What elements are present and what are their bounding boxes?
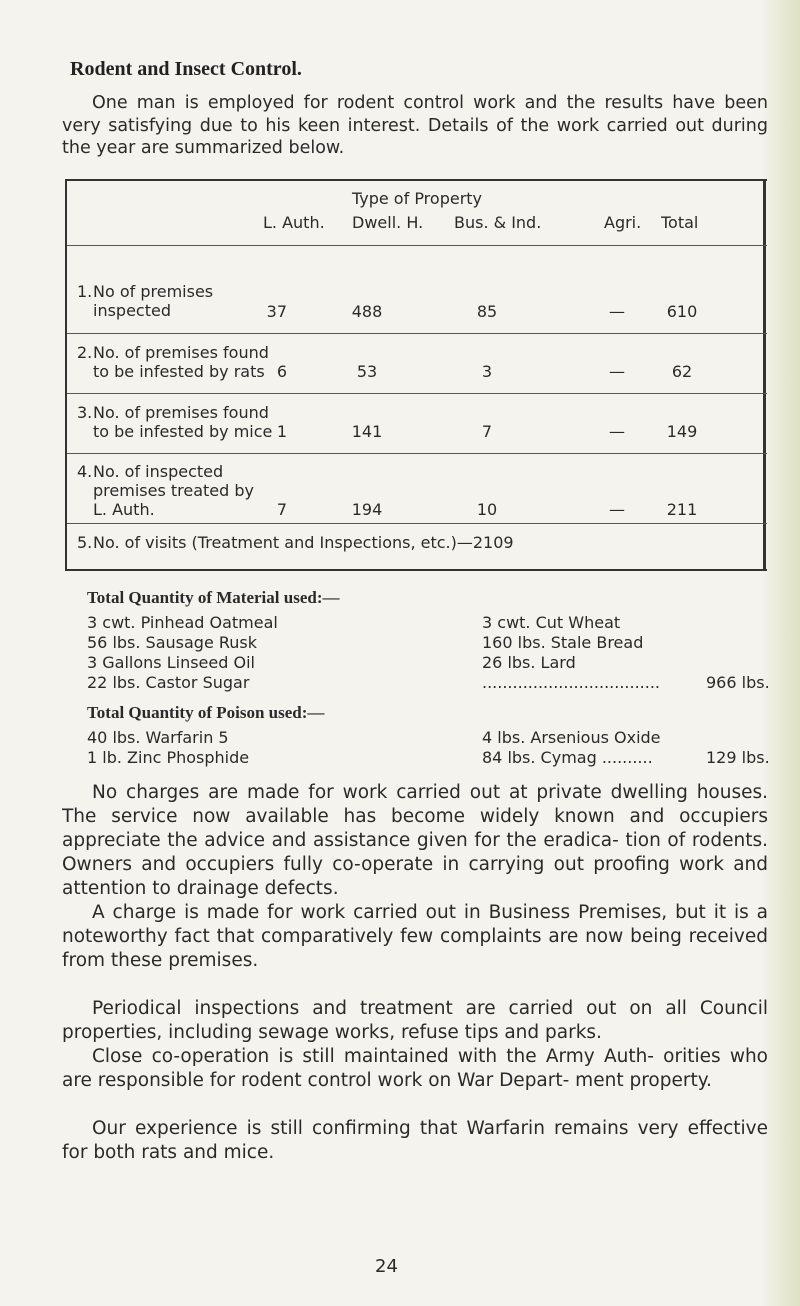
page-edge xyxy=(762,0,800,1306)
col-header-l-auth: L. Auth. xyxy=(263,213,325,232)
charges-paragraph xyxy=(62,781,768,901)
table-cell: 10 xyxy=(476,500,498,519)
material-left-list xyxy=(87,613,278,693)
table-cell: 37 xyxy=(266,302,287,321)
table-divider xyxy=(67,245,767,246)
col-header-agri: Agri. xyxy=(604,213,642,232)
material-total: 966 lbs. xyxy=(706,673,770,692)
row-label-line: No of premises xyxy=(93,282,214,301)
table-divider xyxy=(67,333,767,334)
paragraph-text: No charges are made for work carried out at private dwelling houses. The service now available has become widely known and occupiers appreciate the advice and assistance given for the eradica- tion of rodents. Owners and occupiers fully co-operate in carrying out proofing work and attention to drainage defects. xyxy=(62,782,768,899)
section-heading: Rodent and Insect Control. xyxy=(70,58,302,80)
table-cell: 149 xyxy=(666,422,698,441)
row-number: 2. xyxy=(77,343,93,362)
material-item: 56 lbs. Sausage Rusk xyxy=(87,633,258,652)
row-number: 3. xyxy=(77,403,93,422)
table-cell: 53 xyxy=(356,362,378,381)
army-paragraph xyxy=(62,1045,768,1093)
row-label-line: to be infested by mice xyxy=(93,422,273,441)
table-right-rule xyxy=(763,181,766,569)
material-total-leader xyxy=(482,673,696,692)
row-label xyxy=(77,282,213,320)
table-cell: 141 xyxy=(351,422,383,441)
row-number: 1. xyxy=(77,282,93,301)
material-right-list xyxy=(482,613,643,673)
poison-right-list xyxy=(482,728,661,768)
row-number: 4. xyxy=(77,462,93,481)
material-item: 160 lbs. Stale Bread xyxy=(482,633,644,652)
intro-text: One man is employed for rodent control work and the results have been very satisfying due to his keen interest. Details of the work carried out during the year are summarized below. xyxy=(62,93,768,158)
material-item: 3 cwt. Cut Wheat xyxy=(482,613,621,632)
table-cell: 1 xyxy=(276,422,287,441)
poison-left-list xyxy=(87,728,249,768)
intro-paragraph xyxy=(62,92,768,160)
row-label-line: inspected xyxy=(93,301,171,320)
row-label-line: premises treated by xyxy=(93,481,254,500)
table-cell: — xyxy=(609,500,625,519)
table-cell: 62 xyxy=(671,362,693,381)
row-label-line: L. Auth. xyxy=(93,500,155,519)
poison-item: 84 lbs. Cymag .......... xyxy=(482,748,653,767)
material-item: 3 Gallons Linseed Oil xyxy=(87,653,255,672)
paragraph-text: Our experience is still confirming that Warfarin remains very effective for both rats and mice. xyxy=(62,1118,768,1163)
col-header-total: Total xyxy=(661,213,699,232)
poison-item: 1 lb. Zinc Phosphide xyxy=(87,748,250,767)
table-cell: 194 xyxy=(351,500,383,519)
visits-text: No. of visits (Treatment and Inspections, etc.)—2109 xyxy=(93,533,514,552)
table-cell: 85 xyxy=(476,302,498,321)
row-label-line: No. of inspected xyxy=(93,462,224,481)
table-cell: 488 xyxy=(351,302,383,321)
table-cell: — xyxy=(609,422,625,441)
paragraph-text: A charge is made for work carried out in Business Premises, but it is a noteworthy fact that comparatively few complaints are now being received from these premises. xyxy=(62,902,768,971)
material-heading: Total Quantity of Material used:— xyxy=(87,588,340,607)
poison-heading: Total Quantity of Poison used:— xyxy=(87,703,325,722)
paragraph-text: Periodical inspections and treatment are carried out on all Council properties, including sewage works, refuse tips and parks. xyxy=(62,998,768,1043)
table-divider xyxy=(67,523,767,524)
table-cell: 6 xyxy=(276,362,287,381)
poison-item: 4 lbs. Arsenious Oxide xyxy=(482,728,661,747)
table-group-header: Type of Property xyxy=(351,189,483,208)
poison-item: 40 lbs. Warfarin 5 xyxy=(87,728,229,747)
row-number: 5. xyxy=(77,533,93,552)
business-paragraph xyxy=(62,901,768,973)
paragraph-text: Close co-operation is still maintained with the Army Auth- orities who are responsible for rodent control work on War Depart- ment property. xyxy=(62,1046,768,1091)
row-label-line: No. of premises found xyxy=(93,343,269,362)
material-item: 26 lbs. Lard xyxy=(482,653,576,672)
warfarin-paragraph xyxy=(62,1117,768,1165)
material-item: 3 cwt. Pinhead Oatmeal xyxy=(87,613,278,632)
table-cell: 3 xyxy=(481,362,493,381)
col-header-business: Bus. & Ind. xyxy=(454,213,542,232)
col-header-dwell: Dwell. H. xyxy=(352,213,424,232)
property-table xyxy=(65,179,767,571)
row-label-line: to be infested by rats xyxy=(93,362,265,381)
table-cell: 610 xyxy=(666,302,698,321)
table-cell: 7 xyxy=(481,422,493,441)
poison-total: 129 lbs. xyxy=(706,748,770,767)
table-cell: — xyxy=(609,362,625,381)
dot-leader: ................................... xyxy=(482,673,661,692)
page-number: 24 xyxy=(375,1256,398,1277)
row-label-line: No. of premises found xyxy=(93,403,269,422)
council-paragraph xyxy=(62,997,768,1045)
table-divider xyxy=(67,453,767,454)
visits-row xyxy=(77,533,514,552)
table-cell: 7 xyxy=(276,500,287,519)
table-cell: 211 xyxy=(666,500,698,519)
table-cell: — xyxy=(609,302,625,321)
material-item: 22 lbs. Castor Sugar xyxy=(87,673,250,692)
table-divider xyxy=(67,393,767,394)
